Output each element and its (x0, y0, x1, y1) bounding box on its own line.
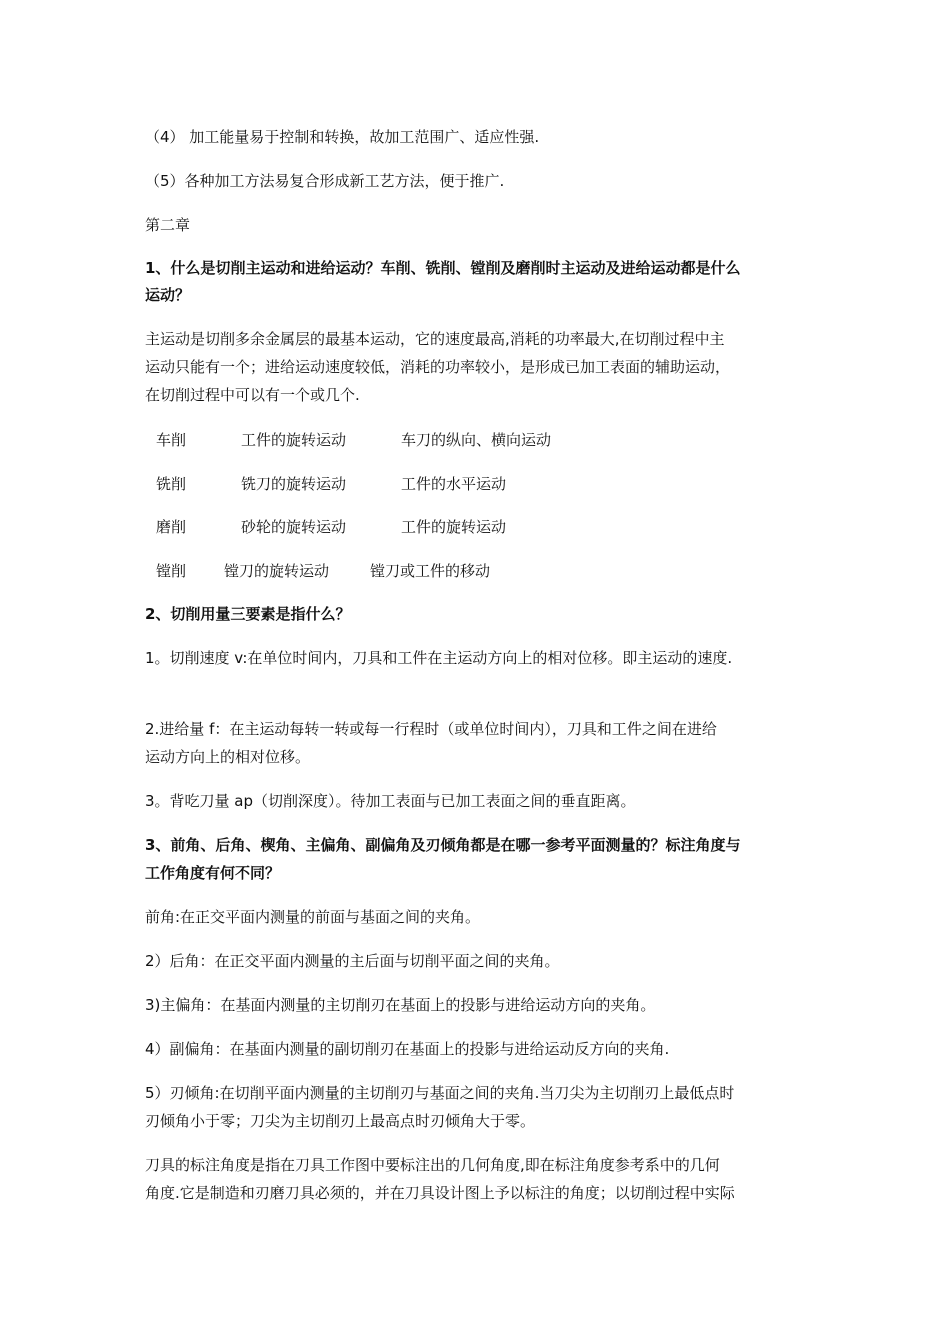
main-motion: 镗刀的旋转运动 (224, 562, 330, 580)
feed-motion: 工件的旋转运动 (401, 518, 507, 536)
answer-3-clearance-angle: 2）后角：在正交平面内测量的主后面与切削平面之间的夹角。 (145, 952, 560, 970)
answer-3-rake-angle: 前角:在正交平面内测量的前面与基面之间的夹角。 (145, 908, 481, 926)
question-1-line-2: 运动？ (145, 286, 191, 304)
question-1-line-1: 1、什么是切削主运动和进给运动？车削、铣削、镗削及磨削时主运动及进给运动都是什么 (145, 259, 741, 277)
item-5: （5）各种加工方法易复合形成新工艺方法，便于推广. (145, 172, 505, 190)
answer-2-item-2-line-2: 运动方向上的相对位移。 (145, 748, 311, 766)
answer-1-line-2: 运动只能有一个；进给运动速度较低，消耗的功率较小，是形成已加工表面的辅助运动， (145, 358, 731, 376)
answer-3-summary-line-2: 角度.它是制造和刃磨刀具必须的，并在刀具设计图上予以标注的角度；以切削过程中实际 (145, 1184, 735, 1202)
answer-3-inclination-line-1: 5）刃倾角:在切削平面内测量的主切削刃与基面之间的夹角.当刀尖为主切削刃上最低点时 (145, 1084, 735, 1102)
answer-1-line-3: 在切削过程中可以有一个或几个. (145, 386, 360, 404)
main-motion: 铣刀的旋转运动 (241, 475, 347, 493)
answer-3-summary-line-1: 刀具的标注角度是指在刀具工作图中要标注出的几何角度,即在标注角度参考系中的几何 (145, 1156, 720, 1174)
chapter-title: 第二章 (145, 216, 191, 234)
motion-name: 磨削 (156, 518, 187, 536)
main-motion: 砂轮的旋转运动 (241, 518, 347, 536)
answer-2-item-1: 1。切削速度 v:在单位时间内，刀具和工件在主运动方向上的相对位移。即主运动的速度. (145, 649, 733, 667)
question-3-line-1: 3、前角、后角、楔角、主偏角、副偏角及刃倾角都是在哪一参考平面测量的？标注角度与 (145, 836, 741, 854)
feed-motion: 工件的水平运动 (401, 475, 507, 493)
question-2: 2、切削用量三要素是指什么？ (145, 605, 351, 623)
item-4: （4） 加工能量易于控制和转换，故加工范围广、适应性强. (145, 128, 540, 146)
motion-name: 车削 (156, 431, 187, 449)
answer-2-item-3: 3。背吃刀量 ap（切削深度）。待加工表面与已加工表面之间的垂直距离。 (145, 792, 636, 810)
answer-3-major-cutting-edge-angle: 3)主偏角：在基面内测量的主切削刃在基面上的投影与进给运动方向的夹角。 (145, 996, 656, 1014)
feed-motion: 车刀的纵向、横向运动 (401, 431, 552, 449)
motion-name: 镗削 (156, 562, 187, 580)
answer-2-item-2-line-1: 2.进给量 f：在主运动每转一转或每一行程时（或单位时间内），刀具和工件之间在进给 (145, 720, 717, 738)
answer-3-minor-cutting-edge-angle: 4）副偏角：在基面内测量的副切削刃在基面上的投影与进给运动反方向的夹角. (145, 1040, 670, 1058)
question-3-line-2: 工作角度有何不同？ (145, 864, 281, 882)
main-motion: 工件的旋转运动 (241, 431, 347, 449)
answer-1-line-1: 主运动是切削多余金属层的最基本运动，它的速度最高,消耗的功率最大,在切削过程中主 (145, 330, 725, 348)
answer-3-inclination-line-2: 刃倾角小于零；刀尖为主切削刃上最高点时刃倾角大于零。 (145, 1112, 536, 1130)
motion-name: 铣削 (156, 475, 187, 493)
feed-motion: 镗刀或工件的移动 (370, 562, 491, 580)
